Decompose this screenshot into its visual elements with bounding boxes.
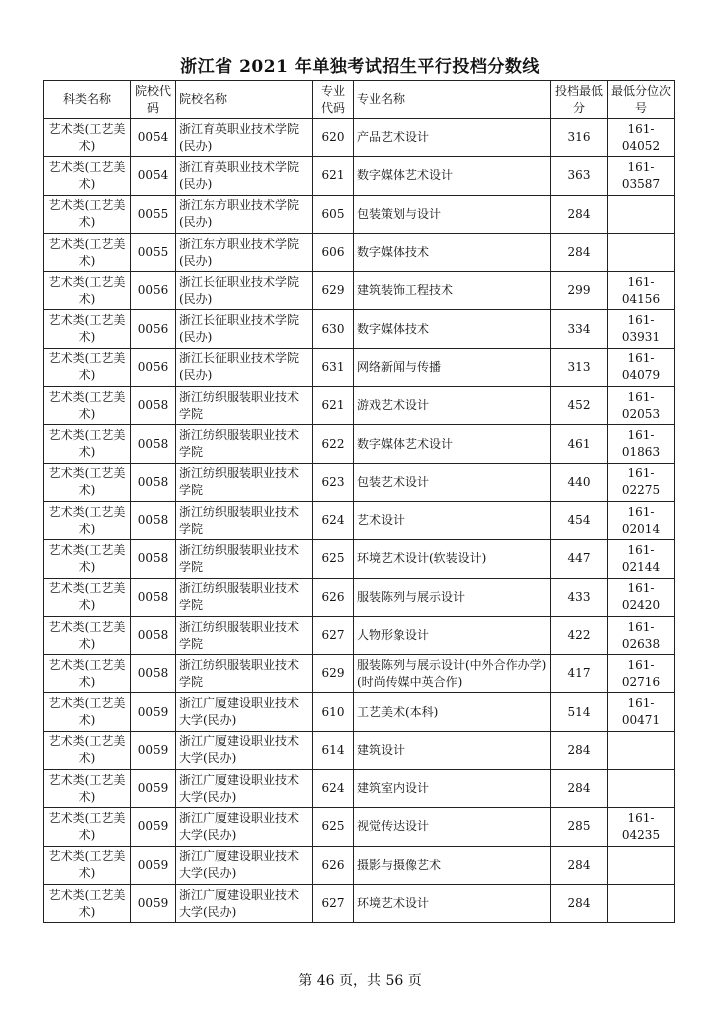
cell-min-rank — [608, 846, 675, 884]
cell-major-code: 631 — [313, 348, 354, 386]
cell-min-score: 334 — [551, 310, 608, 348]
cell-min-rank: 161-02014 — [608, 501, 675, 539]
cell-min-score: 284 — [551, 846, 608, 884]
cell-category: 艺术类(工艺美术) — [44, 693, 131, 731]
cell-school-code: 0059 — [131, 770, 176, 808]
cell-school-name: 浙江纺织服装职业技术学院 — [176, 655, 313, 693]
cell-min-rank: 161-02053 — [608, 387, 675, 425]
cell-major-code: 630 — [313, 310, 354, 348]
cell-min-score: 433 — [551, 578, 608, 616]
cell-min-rank: 161-02144 — [608, 540, 675, 578]
cell-min-rank — [608, 233, 675, 271]
cell-min-score: 514 — [551, 693, 608, 731]
table-row — [44, 425, 675, 463]
cell-school-name: 浙江纺织服装职业技术学院 — [176, 578, 313, 616]
cell-min-rank: 161-02420 — [608, 578, 675, 616]
cell-major-code: 629 — [313, 655, 354, 693]
cell-school-name: 浙江育英职业技术学院(民办) — [176, 119, 313, 157]
cell-major-code: 625 — [313, 808, 354, 846]
cell-major-name: 数字媒体技术 — [354, 310, 551, 348]
cell-major-code: 627 — [313, 616, 354, 654]
cell-category: 艺术类(工艺美术) — [44, 463, 131, 501]
cell-major-name: 数字媒体艺术设计 — [354, 425, 551, 463]
cell-category: 艺术类(工艺美术) — [44, 884, 131, 922]
cell-min-rank: 161-02275 — [608, 463, 675, 501]
table-row — [44, 463, 675, 501]
cell-min-rank: 161-04052 — [608, 119, 675, 157]
cell-category: 艺术类(工艺美术) — [44, 616, 131, 654]
cell-major-code: 610 — [313, 693, 354, 731]
cell-school-name: 浙江纺织服装职业技术学院 — [176, 387, 313, 425]
cell-school-code: 0056 — [131, 348, 176, 386]
table-row — [44, 540, 675, 578]
cell-category: 艺术类(工艺美术) — [44, 348, 131, 386]
table-row — [44, 731, 675, 769]
cell-min-rank: 161-00471 — [608, 693, 675, 731]
cell-category: 艺术类(工艺美术) — [44, 425, 131, 463]
cell-major-name: 服装陈列与展示设计 — [354, 578, 551, 616]
cell-major-code: 624 — [313, 501, 354, 539]
cell-major-code: 606 — [313, 233, 354, 271]
cell-category: 艺术类(工艺美术) — [44, 655, 131, 693]
header-school-name: 院校名称 — [176, 81, 313, 119]
cell-category: 艺术类(工艺美术) — [44, 387, 131, 425]
cell-school-name: 浙江东方职业技术学院(民办) — [176, 233, 313, 271]
cell-school-name: 浙江纺织服装职业技术学院 — [176, 616, 313, 654]
cell-school-name: 浙江纺织服装职业技术学院 — [176, 463, 313, 501]
cell-major-name: 游戏艺术设计 — [354, 387, 551, 425]
cell-school-name: 浙江广厦建设职业技术大学(民办) — [176, 808, 313, 846]
cell-category: 艺术类(工艺美术) — [44, 157, 131, 195]
cell-major-name: 服装陈列与展示设计(中外合作办学)(时尚传媒中英合作) — [354, 655, 551, 693]
cell-min-score: 363 — [551, 157, 608, 195]
cell-major-code: 621 — [313, 157, 354, 195]
cell-min-rank — [608, 195, 675, 233]
cell-school-code: 0056 — [131, 272, 176, 310]
cell-major-code: 622 — [313, 425, 354, 463]
table-row — [44, 693, 675, 731]
cell-school-name: 浙江长征职业技术学院(民办) — [176, 310, 313, 348]
score-table — [43, 80, 675, 923]
cell-min-score: 454 — [551, 501, 608, 539]
cell-min-score: 316 — [551, 119, 608, 157]
cell-category: 艺术类(工艺美术) — [44, 578, 131, 616]
cell-major-name: 视觉传达设计 — [354, 808, 551, 846]
table-row — [44, 119, 675, 157]
cell-school-code: 0059 — [131, 884, 176, 922]
table-row — [44, 808, 675, 846]
cell-major-code: 629 — [313, 272, 354, 310]
cell-school-code: 0058 — [131, 501, 176, 539]
cell-min-score: 285 — [551, 808, 608, 846]
cell-school-name: 浙江广厦建设职业技术大学(民办) — [176, 731, 313, 769]
table-row — [44, 233, 675, 271]
cell-min-score: 284 — [551, 884, 608, 922]
header-major-code: 专业代码 — [313, 81, 354, 119]
cell-min-score: 417 — [551, 655, 608, 693]
cell-school-name: 浙江广厦建设职业技术大学(民办) — [176, 770, 313, 808]
table-row — [44, 387, 675, 425]
cell-school-code: 0058 — [131, 463, 176, 501]
cell-min-score: 284 — [551, 233, 608, 271]
cell-school-name: 浙江广厦建设职业技术大学(民办) — [176, 693, 313, 731]
cell-major-name: 建筑室内设计 — [354, 770, 551, 808]
cell-major-name: 包装策划与设计 — [354, 195, 551, 233]
table-row — [44, 501, 675, 539]
cell-min-rank: 161-03587 — [608, 157, 675, 195]
header-category: 科类名称 — [44, 81, 131, 119]
cell-major-name: 摄影与摄像艺术 — [354, 846, 551, 884]
cell-category: 艺术类(工艺美术) — [44, 233, 131, 271]
cell-school-code: 0058 — [131, 616, 176, 654]
document-title: 浙江省 2021 年单独考试招生平行投档分数线 — [180, 57, 540, 77]
cell-school-code: 0058 — [131, 655, 176, 693]
table-row — [44, 272, 675, 310]
cell-school-code: 0058 — [131, 578, 176, 616]
cell-major-name: 产品艺术设计 — [354, 119, 551, 157]
cell-major-code: 614 — [313, 731, 354, 769]
cell-school-code: 0059 — [131, 693, 176, 731]
cell-major-name: 建筑设计 — [354, 731, 551, 769]
cell-category: 艺术类(工艺美术) — [44, 501, 131, 539]
cell-min-rank: 161-02638 — [608, 616, 675, 654]
cell-min-score: 422 — [551, 616, 608, 654]
table-row — [44, 195, 675, 233]
table-row — [44, 310, 675, 348]
cell-category: 艺术类(工艺美术) — [44, 731, 131, 769]
cell-school-code: 0059 — [131, 731, 176, 769]
cell-category: 艺术类(工艺美术) — [44, 119, 131, 157]
cell-category: 艺术类(工艺美术) — [44, 195, 131, 233]
cell-major-name: 数字媒体技术 — [354, 233, 551, 271]
cell-min-score: 284 — [551, 195, 608, 233]
cell-min-score: 447 — [551, 540, 608, 578]
cell-school-code: 0058 — [131, 540, 176, 578]
table-row — [44, 578, 675, 616]
cell-school-name: 浙江纺织服装职业技术学院 — [176, 540, 313, 578]
header-major-name: 专业名称 — [354, 81, 551, 119]
table-row — [44, 348, 675, 386]
cell-major-code: 624 — [313, 770, 354, 808]
cell-major-name: 环境艺术设计(软装设计) — [354, 540, 551, 578]
cell-min-rank — [608, 731, 675, 769]
table-row — [44, 655, 675, 693]
cell-major-code: 623 — [313, 463, 354, 501]
cell-min-rank: 161-04235 — [608, 808, 675, 846]
cell-school-code: 0058 — [131, 387, 176, 425]
cell-category: 艺术类(工艺美术) — [44, 770, 131, 808]
cell-major-name: 环境艺术设计 — [354, 884, 551, 922]
cell-major-code: 627 — [313, 884, 354, 922]
cell-school-code: 0059 — [131, 808, 176, 846]
cell-school-name: 浙江纺织服装职业技术学院 — [176, 501, 313, 539]
table-row — [44, 157, 675, 195]
cell-major-name: 包装艺术设计 — [354, 463, 551, 501]
cell-category: 艺术类(工艺美术) — [44, 808, 131, 846]
cell-school-name: 浙江长征职业技术学院(民办) — [176, 272, 313, 310]
cell-major-name: 人物形象设计 — [354, 616, 551, 654]
cell-category: 艺术类(工艺美术) — [44, 272, 131, 310]
header-school-code: 院校代码 — [131, 81, 176, 119]
cell-min-rank — [608, 884, 675, 922]
cell-major-code: 626 — [313, 578, 354, 616]
cell-school-code: 0054 — [131, 119, 176, 157]
cell-category: 艺术类(工艺美术) — [44, 846, 131, 884]
cell-min-rank: 161-04079 — [608, 348, 675, 386]
cell-min-rank: 161-04156 — [608, 272, 675, 310]
cell-school-code: 0059 — [131, 846, 176, 884]
cell-school-name: 浙江广厦建设职业技术大学(民办) — [176, 846, 313, 884]
cell-category: 艺术类(工艺美术) — [44, 540, 131, 578]
table-row — [44, 770, 675, 808]
cell-major-code: 625 — [313, 540, 354, 578]
table-header-row — [44, 81, 675, 119]
cell-major-name: 艺术设计 — [354, 501, 551, 539]
cell-major-name: 建筑装饰工程技术 — [354, 272, 551, 310]
table-row — [44, 846, 675, 884]
cell-min-rank: 161-01863 — [608, 425, 675, 463]
cell-major-code: 626 — [313, 846, 354, 884]
cell-min-score: 440 — [551, 463, 608, 501]
cell-min-rank — [608, 770, 675, 808]
cell-major-code: 605 — [313, 195, 354, 233]
cell-min-score: 284 — [551, 731, 608, 769]
cell-min-score: 461 — [551, 425, 608, 463]
cell-major-name: 数字媒体艺术设计 — [354, 157, 551, 195]
table-row — [44, 616, 675, 654]
cell-major-name: 网络新闻与传播 — [354, 348, 551, 386]
cell-min-score: 299 — [551, 272, 608, 310]
cell-school-code: 0058 — [131, 425, 176, 463]
cell-min-score: 284 — [551, 770, 608, 808]
cell-school-name: 浙江东方职业技术学院(民办) — [176, 195, 313, 233]
cell-min-rank: 161-02716 — [608, 655, 675, 693]
cell-school-code: 0054 — [131, 157, 176, 195]
cell-school-name: 浙江广厦建设职业技术大学(民办) — [176, 884, 313, 922]
cell-school-name: 浙江长征职业技术学院(民办) — [176, 348, 313, 386]
cell-major-name: 工艺美术(本科) — [354, 693, 551, 731]
cell-min-score: 313 — [551, 348, 608, 386]
cell-school-name: 浙江纺织服装职业技术学院 — [176, 425, 313, 463]
header-min-rank: 最低分位次号 — [608, 81, 675, 119]
cell-school-name: 浙江育英职业技术学院(民办) — [176, 157, 313, 195]
header-min-score: 投档最低分 — [551, 81, 608, 119]
cell-school-code: 0056 — [131, 310, 176, 348]
cell-major-code: 621 — [313, 387, 354, 425]
cell-min-score: 452 — [551, 387, 608, 425]
cell-major-code: 620 — [313, 119, 354, 157]
cell-category: 艺术类(工艺美术) — [44, 310, 131, 348]
page-footer: 第 46 页，共 56 页 — [298, 973, 422, 989]
cell-school-code: 0055 — [131, 195, 176, 233]
cell-school-code: 0055 — [131, 233, 176, 271]
cell-min-rank: 161-03931 — [608, 310, 675, 348]
table-row — [44, 884, 675, 922]
